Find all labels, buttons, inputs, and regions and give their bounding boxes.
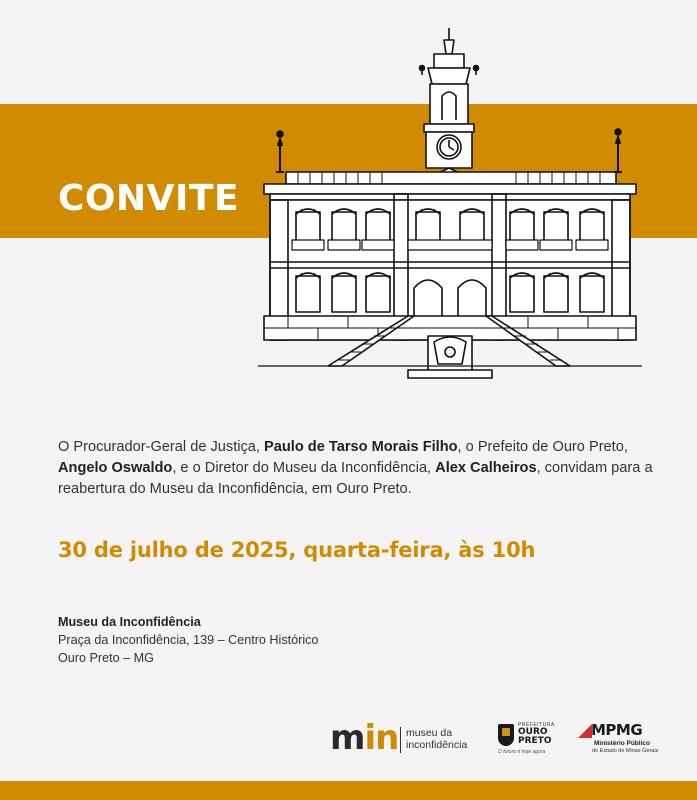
venue-block <box>58 613 318 667</box>
prefeitura-label: PREFEITURA <box>518 722 555 728</box>
invitation-text <box>58 437 658 500</box>
museum-building-illustration <box>258 26 642 382</box>
prefeitura-title <box>518 728 551 746</box>
venue-city: Ouro Preto – MG <box>58 651 154 665</box>
prefeitura-line1: OURO <box>518 727 548 737</box>
museum-logo-text <box>406 727 467 751</box>
host-diretor: Alex Calheiros <box>435 460 537 476</box>
prefeitura-line2: PRETO <box>518 736 552 746</box>
venue-name: Museu da Inconfidência <box>58 615 201 629</box>
page-title: CONVITE <box>58 178 240 219</box>
logo-divider <box>400 727 401 753</box>
event-datetime: 30 de julho de 2025, quarta-feira, às 10h <box>58 538 536 562</box>
mpmg-line2: do Estado de Minas Gerais <box>592 748 659 754</box>
footer-band <box>0 781 697 800</box>
host-prefeito: Angelo Oswaldo <box>58 460 173 476</box>
museum-logo-line2: inconfidência <box>406 739 468 751</box>
intro-text-1: O Procurador-Geral de Justiça, <box>58 439 265 455</box>
mpmg-title: MPMG <box>591 721 643 739</box>
museum-logo-mark <box>330 718 398 758</box>
logo-m: m <box>330 718 365 758</box>
sponsor-logos <box>330 718 660 762</box>
ouro-preto-shield-icon <box>498 724 514 746</box>
prefeitura-tagline: O futuro é hoje agora <box>498 749 546 755</box>
intro-text-2: , o Prefeito de Ouro Preto, <box>457 439 628 455</box>
intro-text-4: , convidam para a reabertura do Museu da Inconfidência, em Ouro Preto. <box>58 460 653 497</box>
venue-address: Praça da Inconfidência, 139 – Centro Histórico <box>58 633 319 647</box>
museum-logo-line1: museu da <box>406 727 453 739</box>
host-procurador: Paulo de Tarso Morais Filho <box>264 439 458 455</box>
mpmg-logo <box>578 720 658 762</box>
intro-text-3: , e o Diretor do Museu da Inconfidência, <box>172 460 436 476</box>
mpmg-line1: Ministério Público <box>594 740 650 747</box>
prefeitura-logo <box>498 722 562 762</box>
logo-in: in <box>364 718 399 758</box>
mpmg-triangle-icon <box>578 724 592 738</box>
